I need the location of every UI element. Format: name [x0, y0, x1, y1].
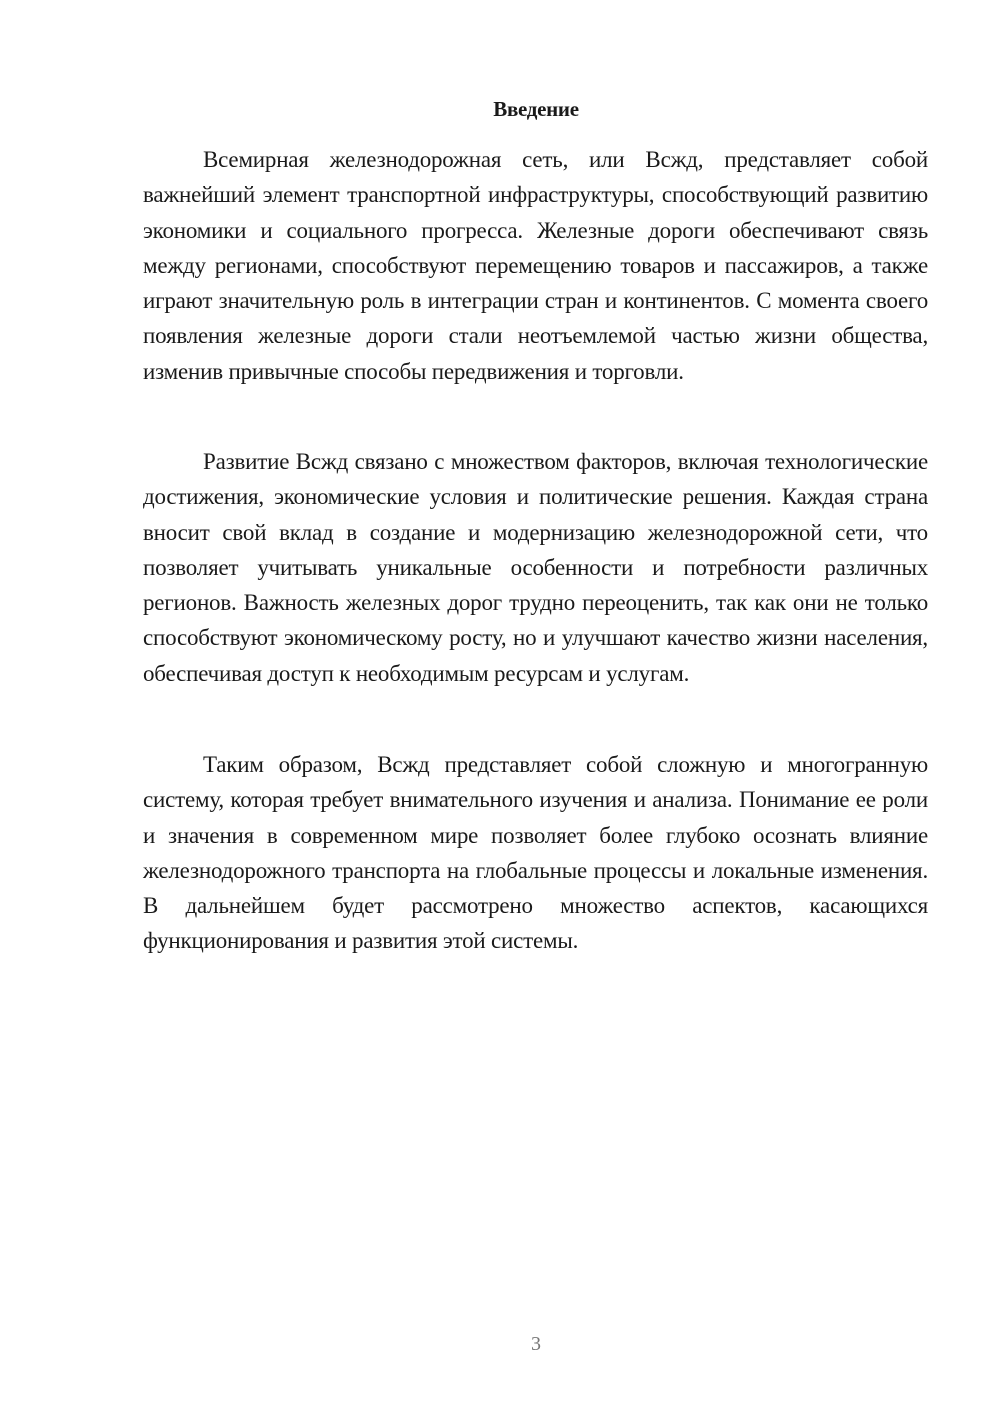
- paragraph-2: Развитие Всжд связано с множеством факторов, включая технологические достижения, экономические условия и политические решения. Каждая страна вносит свой вклад в создание и модернизацию железнодорожной сети, что позволяет учитывать уникальные особенности и потребности различных регионов. Важность железных дорог трудно переоценить, так как они не только способствуют экономическому росту, но и улучшают качество жизни населения, обеспечивая доступ к необходимым ресурсам и услугам.: [143, 449, 928, 686]
- paragraph-1: Всемирная железнодорожная сеть, или Всжд, представляет собой важнейший элемент транспортной инфраструктуры, способствующий развитию экономики и социального прогресса. Железные дороги обеспечивают связь между регионами, способствуют перемещению товаров и пассажиров, а также играют значительную роль в интеграции стран и континентов. С момента своего появления железные дороги стали неотъемлемой частью жизни общества, изменив привычные способы передвижения и торговли.: [143, 147, 928, 384]
- section-title: Введение: [493, 97, 579, 121]
- paragraph-3: Таким образом, Всжд представляет собой сложную и многогранную систему, которая требует внимательного изучения и анализа. Понимание ее роли и значения в современном мире позволяет более глубоко осознать влияние железнодорожного транспорта на глобальные процессы и локальные изменения. В дальнейшем будет рассмотрено множество аспектов, касающихся функционирования и развития этой системы.: [143, 752, 928, 954]
- page-number: 3: [531, 1333, 541, 1355]
